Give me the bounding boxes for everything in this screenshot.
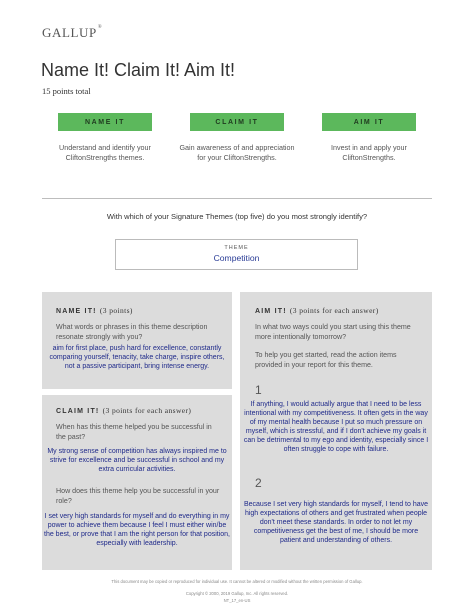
aim-it-number-2: 2 bbox=[255, 476, 262, 490]
name-it-answer[interactable]: aim for first place, push hard for excellence, constantly comparing yourself, tenacity, take charge, inspire others, not a passive participant, bring intense energy. bbox=[49, 345, 225, 370]
claim-it-answer-1[interactable]: My strong sense of competition has always inspired me to strive for excellence and be successful in school and my extra curricular activities. bbox=[47, 448, 227, 473]
footer-code: NT_17_en-US bbox=[223, 598, 251, 603]
aim-it-number-1: 1 bbox=[255, 383, 262, 397]
logo-text: GALLUP bbox=[42, 25, 97, 40]
aim-it-panel bbox=[240, 292, 432, 570]
name-it-prompt: What words or phrases in this theme description resonate strongly with you? bbox=[56, 323, 208, 341]
theme-field[interactable] bbox=[115, 239, 358, 270]
name-it-panel bbox=[42, 292, 232, 389]
footer-notice: This document may be copied or reproduced for individual use. It cannot be altered or modified without the written permission of Gallup. bbox=[111, 579, 363, 584]
page-title: Name It! Claim It! Aim It! bbox=[41, 60, 236, 80]
registered-mark: ® bbox=[97, 25, 103, 30]
aim-it-answer-2[interactable]: Because I set very high standards for myself, I tend to have high expectations of others and get frustrated when people don't meet these standards. In order to not let my competitiveness get the best of me, I should be more patient and understanding of others. bbox=[243, 501, 429, 544]
aim-it-answer-1[interactable]: If anything, I would actually argue that I need to be less intentional with my competitiveness. It often gets in the way of my mental health because I put so much pressure on myself, which is stressful, and if I don't achieve my goals it can be detrimental to my ego and identity, especially since I often struggle to cope with failure. bbox=[243, 401, 429, 453]
name-it-description: Understand and identify your CliftonStrengths themes. bbox=[59, 143, 151, 162]
aim-it-description: Invest in and apply your CliftonStrengths. bbox=[331, 143, 407, 162]
section-divider bbox=[42, 198, 432, 199]
claim-it-prompt-2: How does this theme help you be successful in your role? bbox=[56, 487, 220, 505]
gallup-logo bbox=[42, 25, 102, 41]
name-it-heading: NAME IT! (3 points) bbox=[56, 306, 133, 315]
theme-label: THEME bbox=[221, 245, 251, 251]
signature-themes-question: With which of your Signature Themes (top five) do you most strongly identify? bbox=[106, 212, 368, 221]
claim-it-pill: CLAIM IT bbox=[190, 113, 284, 131]
name-it-pill: NAME IT bbox=[58, 113, 152, 131]
points-total: 15 points total bbox=[42, 86, 91, 96]
aim-it-pill: AIM IT bbox=[322, 113, 416, 131]
claim-it-panel bbox=[42, 395, 232, 570]
claim-it-description: Gain awareness of and appreciation for your CliftonStrengths. bbox=[179, 143, 295, 162]
footer-copyright: Copyright © 2000, 2019 Gallup, Inc. All rights reserved. bbox=[185, 591, 289, 596]
claim-it-heading: CLAIM IT! (3 points for each answer) bbox=[56, 406, 192, 415]
theme-value: Competition bbox=[213, 253, 260, 263]
aim-it-heading: AIM IT! (3 points for each answer) bbox=[255, 306, 379, 315]
claim-it-answer-2[interactable]: I set very high standards for myself and do everything in my power to achieve them because I feel I must either win/be the best, or prove that I am the right person for that position, especially with leadership. bbox=[44, 513, 230, 547]
claim-it-prompt-1: When has this theme helped you be successful in the past? bbox=[56, 423, 212, 441]
aim-it-hint: To help you get started, read the action items provided in your report for this theme. bbox=[255, 351, 397, 369]
aim-it-prompt: In what two ways could you start using this theme more intentionally tomorrow? bbox=[255, 323, 411, 341]
